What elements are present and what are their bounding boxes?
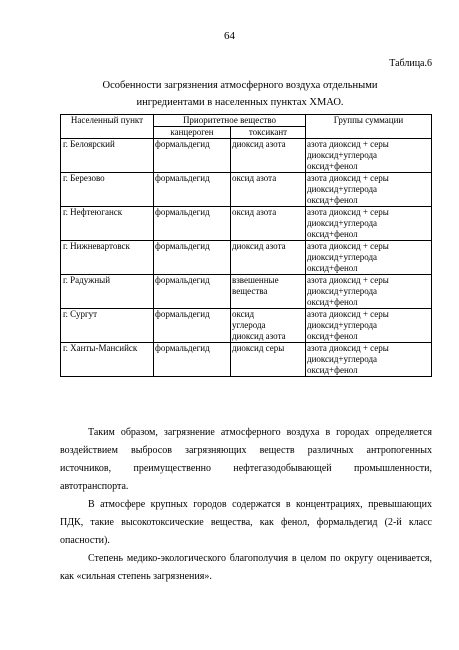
summation-group-line: азота диоксид + серы <box>307 343 389 353</box>
paragraph-conclusion: Таким образом, загрязнение атмосферного воздуха в городах определяется воздействием выбросов загрязняющих веществ различных антропогенных источников, преимущественно нефтегазодобывающей промышленности, автотранспорта. <box>60 427 432 492</box>
header-priority-substance: Приоритетное вещество <box>154 115 306 127</box>
cell-summation-groups <box>306 173 432 207</box>
summation-group-line: оксид+фенол <box>307 365 358 375</box>
summation-group-line: диоксид+углерода <box>307 320 378 330</box>
cell-settlement: г. Нижневартовск <box>61 241 154 275</box>
toxicant-line: углерода <box>232 320 266 330</box>
pollution-table <box>60 114 432 377</box>
cell-settlement: г. Радужный <box>61 275 154 309</box>
summation-group-line: азота диоксид + серы <box>307 139 389 149</box>
cell-carcinogen: формальдегид <box>154 139 231 173</box>
summation-group-line: азота диоксид + серы <box>307 207 389 217</box>
cell-carcinogen: формальдегид <box>154 241 231 275</box>
cell-carcinogen: формальдегид <box>154 343 231 377</box>
paragraph-concentrations: В атмосфере крупных городов содержатся в концентрациях, превышающих ПДК, такие высокотоксические вещества, как фенол, формальдегид (2-й класс опасности). <box>60 499 432 546</box>
summation-group-line: диоксид+углерода <box>307 286 378 296</box>
summation-group-line: оксид+фенол <box>307 229 358 239</box>
table-row <box>61 343 432 377</box>
cell-toxicant <box>231 139 306 173</box>
cell-summation-groups <box>306 343 432 377</box>
header-summation-groups: Группы суммации <box>306 115 432 139</box>
summation-group-line: оксид+фенол <box>307 161 358 171</box>
cell-summation-groups <box>306 241 432 275</box>
cell-settlement: г. Нефтеюганск <box>61 207 154 241</box>
cell-carcinogen: формальдегид <box>154 207 231 241</box>
summation-group-line: диоксид+углерода <box>307 218 378 228</box>
cell-settlement: г. Ханты-Мансийск <box>61 343 154 377</box>
table-row <box>61 241 432 275</box>
table-header-row <box>61 115 432 127</box>
cell-summation-groups <box>306 207 432 241</box>
header-toxicant: токсикант <box>231 127 306 139</box>
summation-group-line: азота диоксид + серы <box>307 241 389 251</box>
summation-group-line: оксид+фенол <box>307 297 358 307</box>
summation-group-line: оксид+фенол <box>307 331 358 341</box>
cell-settlement: г. Березово <box>61 173 154 207</box>
cell-toxicant <box>231 309 306 343</box>
table-row <box>61 173 432 207</box>
summation-group-line: оксид+фенол <box>307 263 358 273</box>
toxicant-line: диоксид азота <box>232 139 286 149</box>
cell-summation-groups <box>306 139 432 173</box>
header-carcinogen: канцероген <box>154 127 231 139</box>
table-row <box>61 207 432 241</box>
toxicant-line: оксид азота <box>232 207 277 217</box>
toxicant-line: взвешенные <box>232 275 279 285</box>
summation-group-line: азота диоксид + серы <box>307 173 389 183</box>
cell-toxicant <box>231 343 306 377</box>
cell-toxicant <box>231 241 306 275</box>
table-row <box>61 275 432 309</box>
table-body <box>61 139 432 377</box>
summation-group-line: диоксид+углерода <box>307 150 378 160</box>
cell-toxicant <box>231 275 306 309</box>
cell-summation-groups <box>306 309 432 343</box>
summation-group-line: диоксид+углерода <box>307 354 378 364</box>
toxicant-line: вещества <box>232 286 268 296</box>
toxicant-line: оксид <box>232 309 255 319</box>
cell-carcinogen: формальдегид <box>154 309 231 343</box>
cell-carcinogen: формальдегид <box>154 173 231 207</box>
toxicant-line: оксид азота <box>232 173 277 183</box>
summation-group-line: диоксид+углерода <box>307 252 378 262</box>
cell-summation-groups <box>306 275 432 309</box>
summation-group-line: оксид+фенол <box>307 195 358 205</box>
summation-group-line: азота диоксид + серы <box>307 275 389 285</box>
paragraph-assessment: Степень медико-экологического благополучия в целом по округу оценивается, как «сильная степень загрязнения». <box>60 553 432 582</box>
table-row <box>61 309 432 343</box>
toxicant-line: диоксид серы <box>232 343 285 353</box>
table-caption: Особенности загрязнения атмосферного воздуха отдельными ингредиентами в населенных пунктах ХМАО. <box>102 80 378 108</box>
cell-settlement: г. Белоярский <box>61 139 154 173</box>
table-label: Таблица.6 <box>389 58 432 69</box>
cell-toxicant <box>231 207 306 241</box>
table-row <box>61 139 432 173</box>
page-number: 64 <box>224 30 235 42</box>
summation-group-line: азота диоксид + серы <box>307 309 389 319</box>
cell-toxicant <box>231 173 306 207</box>
summation-group-line: диоксид+углерода <box>307 184 378 194</box>
toxicant-line: диоксид азота <box>232 331 286 341</box>
cell-carcinogen: формальдегид <box>154 275 231 309</box>
cell-settlement: г. Сургут <box>61 309 154 343</box>
header-settlement: Населенный пункт <box>61 115 154 139</box>
toxicant-line: диоксид азота <box>232 241 286 251</box>
